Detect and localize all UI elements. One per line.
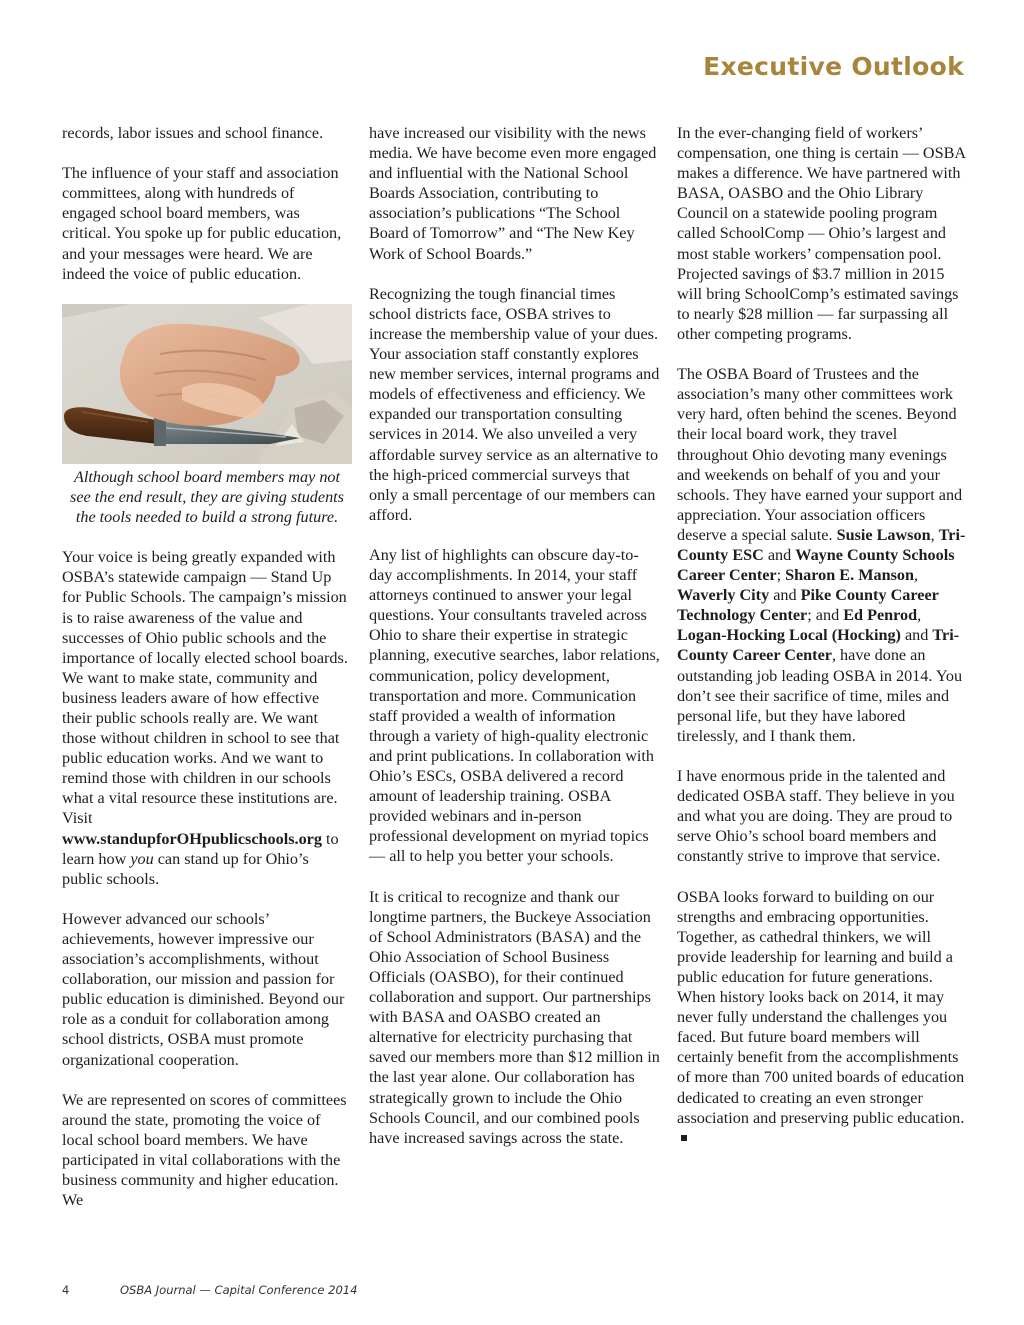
- campaign-website-link[interactable]: www.standupforOHpublicschools.org: [62, 829, 322, 848]
- emphasis-text: you: [130, 849, 154, 868]
- text-span: ,: [917, 606, 922, 625]
- section-title: Executive Outlook: [703, 52, 964, 81]
- text-span: Your voice is being greatly expanded with OSBA’s statewide campaign — Stand Up for Public Schools. The campaign’s mission is to raise awareness of the value and successes of Ohio public schools and the importance of locally elected school boards. We want to make state, community and business leaders aware of how effective their public schools really are. We want those without children in school to see that public education works. And we want to remind those with children in our schools what a vital resource these institutions are. Visit: [62, 548, 348, 828]
- chisel-photo: [62, 304, 352, 464]
- officer-organization: Pike County Career Technology Center: [677, 586, 939, 625]
- officer-organization: Waverly City: [677, 586, 770, 605]
- paragraph: have increased our visibility with the news media. We have become even more engaged and influential with the National School Boards Association, contributing to association’s publications “The School Board of Tomorrow” and “The New Key Work of School Boards.”: [369, 124, 657, 263]
- paragraph: records, labor issues and school finance.: [62, 124, 324, 142]
- text-span: and: [763, 545, 796, 564]
- text-span: ;: [776, 566, 786, 585]
- article-column-2: [369, 123, 661, 1148]
- text-span: ,: [930, 525, 939, 544]
- paragraph: [62, 547, 352, 889]
- paragraph: In the ever-changing field of workers’ compensation, one thing is certain — OSBA makes a difference. We have partnered with BASA, OASBO and the Ohio Library Council on a statewide pooling program called SchoolComp — Ohio’s largest and most stable workers’ compensation pool. Projected savings of $3.7 million in 2015 will bring SchoolComp’s estimated savings to nearly $28 million — far surpassing all other competing programs.: [677, 124, 966, 343]
- text-span: , have done an outstanding job leading OSBA in 2014. You don’t see their sacrifice of time, miles and personal life, but they have labored tirelessly, and I thank them.: [677, 646, 963, 745]
- photo-caption: Although school board members may not see the end result, they are giving students the tools needed to build a strong future.: [70, 467, 344, 527]
- article-column-3: [677, 123, 969, 1148]
- paragraph: We are represented on scores of committees around the state, promoting the voice of local school board members. We have participated in vital collaborations with the business community and higher education. We: [62, 1090, 347, 1210]
- paragraph: Any list of highlights can obscure day-to-day accomplishments. In 2014, your staff attorneys continued to answer your legal questions. Your consultants traveled across Ohio to share their expertise in strategic planning, executive searches, labor relations, communication, policy development, transportation and more. Communication staff provided a wealth of information through a variety of high-quality electronic and print publications. In collaboration with Ohio’s ESCs, OSBA delivered a record amount of leadership training. OSBA provided webinars and in-person professional development on myriad topics — all to help you better your schools.: [369, 545, 660, 866]
- text-span: ,: [913, 566, 919, 585]
- text-span: can stand up for Ohio’s public schools.: [62, 849, 309, 888]
- paragraph: Recognizing the tough financial times school districts face, OSBA strives to increase the membership value of your dues. Your association staff constantly explores new member services, internal programs and models of effectiveness and efficiency. We expanded our transportation consulting services in 2014. We also unveiled a very affordable survey service as an alternative to the high-priced commercial surveys that only a small percentage of our members can afford.: [369, 284, 660, 524]
- end-of-article-mark-icon: [681, 1135, 687, 1141]
- paragraph: The influence of your staff and association committees, along with hundreds of engaged school board members, was critical. You spoke up for public education, and your messages were heard. We are indeed the voice of public education.: [62, 164, 342, 283]
- text-span: OSBA looks forward to building on our strengths and embracing opportunities. Together, as cathedral thinkers, we will provide leadership for learning and build a public education for future generations. When history looks back on 2014, it may never fully understand the challenges you faced. But future board members will certainly benefit from the accomplishments of more than 700 united boards of education dedicated to creating an even stronger association and preserving public education.: [677, 887, 965, 1127]
- paragraph: [677, 887, 969, 1148]
- text-span: and: [769, 586, 801, 605]
- officer-organization: Tri-County ESC: [677, 525, 966, 564]
- paragraph: [677, 364, 969, 746]
- officer-name: Ed Penrod: [843, 606, 918, 625]
- text-span: to learn how: [62, 829, 339, 868]
- officer-name: Susie Lawson: [836, 525, 931, 544]
- journal-title: OSBA Journal — Capital Conference 2014: [120, 1283, 358, 1297]
- paragraph: However advanced our schools’ achievements, however impressive our association’s accomplishments, without collaboration, our mission and passion for public education is diminished. Beyond our role as a conduit for collaboration among school districts, OSBA must promote organizational cooperation.: [62, 909, 345, 1069]
- article-column-1: [62, 123, 352, 1210]
- officer-name: Sharon E. Manson: [785, 566, 914, 585]
- officer-organization: Tri-County Career Center: [677, 626, 960, 665]
- text-span: ; and: [807, 606, 844, 625]
- paragraph: I have enormous pride in the talented and dedicated OSBA staff. They believe in you and what you are doing. They are proud to serve Ohio’s school board members and constantly strive to improve that service.: [677, 767, 955, 866]
- paragraph: It is critical to recognize and thank our longtime partners, the Buckeye Association of School Administrators (BASA) and the Ohio Association of School Business Officials (OASBO), for their continued collaboration and support. Our partnerships with BASA and OASBO created an alternative for electricity purchasing that saved our members more than $12 million in the last year alone. Our collaboration has strategically grown to include the Ohio Schools Council, and our combined pools have increased savings across the state.: [369, 887, 660, 1147]
- text-span: The OSBA Board of Trustees and the association’s many other committees work very hard, often behind the scenes. Beyond their local board work, they travel throughout Ohio devoting many evenings and weekends on behalf of you and your schools. They have earned your support and appreciation. Your association officers deserve a special salute.: [677, 365, 963, 544]
- text-span: and: [900, 626, 933, 645]
- officer-organization: Logan-Hocking Local (Hocking): [677, 626, 901, 645]
- page-number: 4: [62, 1283, 70, 1297]
- officer-organization: Wayne County Schools Career Center: [677, 545, 955, 585]
